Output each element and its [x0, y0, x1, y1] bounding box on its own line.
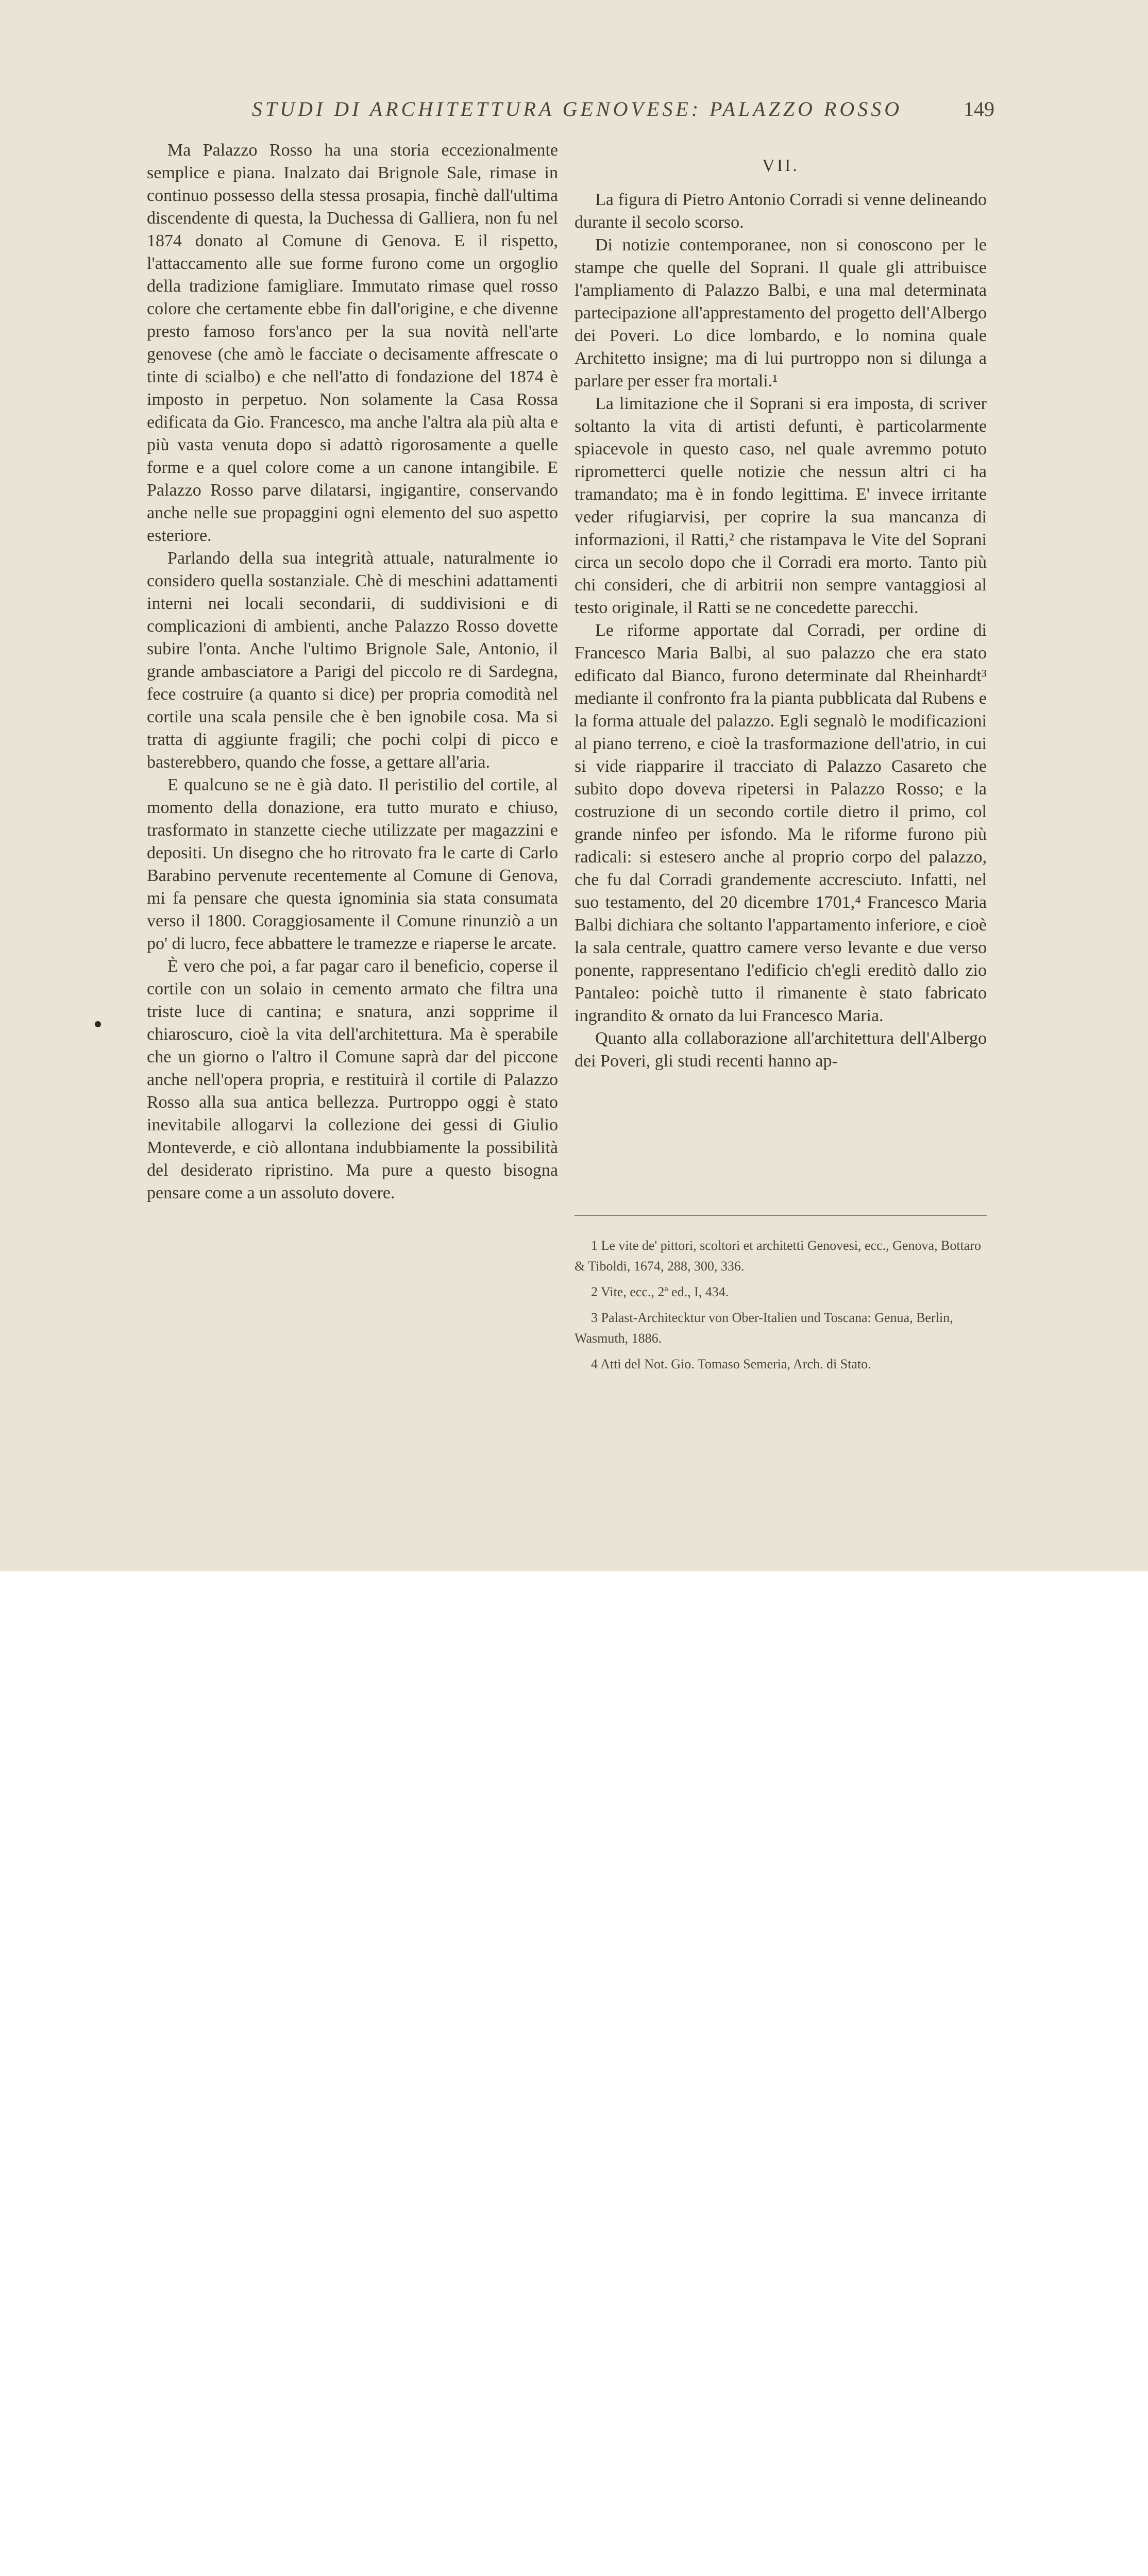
- paragraph: E qualcuno se ne è già dato. Il peristilio del cortile, al momento della donazione, era tutto murato e chiuso, trasformato in stanzette cieche utilizzate per magazzini e depositi. Un disegno che ho ritrovato fra le carte di Carlo Barabino pervenute recentemente al Comune di Genova, mi fa pensare che questa ignominia sia stata consumata verso il 1800. Coraggiosamente il Comune rinunziò a un po' di lucro, fece abbattere le tramezze e riaperse le arcate.: [147, 775, 558, 953]
- footnote: 3 Palast-Architecktur von Ober-Italien und Toscana: Genua, Berlin, Wasmuth, 1886.: [575, 1310, 953, 1346]
- margin-mark: [95, 1021, 101, 1027]
- footnote: 2 Vite, ecc., 2ª ed., I, 434.: [591, 1284, 729, 1299]
- section-numeral: VII.: [762, 156, 799, 175]
- paragraph: La figura di Pietro Antonio Corradi si venne delineando durante il secolo scorso.: [575, 190, 987, 232]
- footnote-divider: [575, 1215, 987, 1216]
- footnote: 1 Le vite de' pittori, scoltori et architetti Genovesi, ecc., Genova, Bottaro & Tiboldi, 1674, 288, 300, 336.: [575, 1238, 981, 1274]
- right-column: [575, 139, 987, 1073]
- footnote: 4 Atti del Not. Gio. Tomaso Semeria, Arch. di Stato.: [591, 1357, 871, 1371]
- paragraph: È vero che poi, a far pagar caro il beneficio, coperse il cortile con un solaio in cemento armato che filtra una triste luce di cantina; e snatura, anzi sopprime il chiaroscuro, cioè la vita dell'architettura. Ma è sperabile che un giorno o l'altro il Comune saprà dar del piccone anche nell'opera propria, e restituirà il cortile di Palazzo Rosso alla sua antica bellezza. Purtroppo oggi è stato inevitabile allogarvi la collezione dei gessi di Giulio Monteverde, e ciò allontana indubbiamente la possibilità del desiderato ripristino. Ma pure a questo bisogna pensare come a un assoluto dovere.: [147, 957, 558, 1202]
- running-title: STUDI DI ARCHITETTURA GENOVESE: PALAZZO ROSSO: [251, 97, 903, 121]
- page-number: 149: [964, 97, 994, 121]
- paragraph: Quanto alla collaborazione all'architettura dell'Albergo dei Poveri, gli studi recenti hanno ap-: [575, 1029, 987, 1071]
- paragraph: La limitazione che il Soprani si era imposta, di scriver soltanto la vita di artisti defunti, è particolarmente spiacevole in questo caso, nel quale avremmo potuto riprometterci quelle notizie che nessun altri ci ha tramandato; ma è in fondo legittima. E' invece irritante veder rifugiarvisi, per coprire la sua mancanza di informazioni, il Ratti,² che ristampava le Vite del Soprani circa un secolo dopo che il Corradi era morto. Tanto più chi consideri, che di arbitrii non sempre vantaggiosi al testo originale, il Ratti se ne concedette parecchi.: [575, 394, 987, 617]
- footnotes: [575, 1235, 987, 1380]
- paragraph: Ma Palazzo Rosso ha una storia eccezionalmente semplice e piana. Inalzato dai Brignole Sale, rimase in continuo possesso della stessa prosapia, finchè dall'ultima discendente di questa, la Duchessa di Galliera, non fu nel 1874 donato al Comune di Genova. E il rispetto, l'attaccamento alle sue forme furono come un orgoglio della tradizione famigliare. Immutato rimase quel rosso colore che certamente ebbe fin dall'origine, e che divenne presto famoso fors'anco per la sua novità nell'arte genovese (che amò le facciate o decisamente affrescate o tinte di scialbo) e che nell'atto di fondazione del 1874 è imposto in perpetuo. Non solamente la Casa Rossa edificata da Gio. Francesco, ma anche l'altra ala più alta e più vasta venuta dopo si adattò rigorosamente a quelle forme e a quel colore come a un canone intangibile. E Palazzo Rosso parve dilatarsi, ingigantire, conservando anche nelle sue propaggini ogni elemento del suo aspetto esteriore.: [147, 141, 558, 545]
- paragraph: Di notizie contemporanee, non si conoscono per le stampe che quelle del Soprani. Il quale gli attribuisce l'ampliamento di Palazzo Balbi, e una mal determinata partecipazione all'apprestamento del progetto dell'Albergo dei Poveri. Lo dice lombardo, e lo nomina quale Architetto insigne; ma di lui purtroppo non si dilunga a parlare per esser fra mortali.¹: [575, 235, 987, 391]
- left-column: [147, 139, 558, 1205]
- viewer-footer: [0, 1571, 1148, 1717]
- paragraph: Parlando della sua integrità attuale, naturalmente io considero quella sostanziale. Chè di meschini adattamenti interni nei locali secondarii, di suddivisioni e di complicazioni di ambienti, anche Palazzo Rosso dovette subire l'onta. Anche l'ultimo Brignole Sale, Antonio, il grande ambasciatore a Parigi del piccolo re di Sardegna, fece costruire (a quanto si dice) per propria comodità nel cortile una scala pensile che è ben ignobile cosa. Ma si tratta di aggiunte fragili; che pochi colpi di picco e basterebbero, quando che fosse, a gettare all'aria.: [147, 549, 558, 772]
- paragraph: Le riforme apportate dal Corradi, per ordine di Francesco Maria Balbi, al suo palazzo che era stato edificato dal Bianco, furono determinate dal Rheinhardt³ mediante il confronto fra la pianta pubblicata dal Rubens e la forma attuale del palazzo. Egli segnalò le modificazioni al piano terreno, e cioè la trasformazione dell'atrio, in cui si vide riapparire il tracciato di Palazzo Casareto che subito dopo doveva ripetersi in Palazzo Rosso; e la costruzione di un secondo cortile dietro il primo, col grande ninfeo per isfondo. Ma le riforme furono più radicali: si estesero anche al proprio corpo del palazzo, che fu dal Corradi grandemente accresciuto. Infatti, nel suo testamento, del 20 dicembre 1701,⁴ Francesco Maria Balbi dichiara che soltanto l'appartamento inferiore, e cioè la sala centrale, quattro camere verso levante e due verso ponente, rappresentano l'edificio ch'egli ereditò dallo zio Pantaleo: poichè tutto il rimanente è stato fabricato ingrandito & ornato da lui Francesco Maria.: [575, 621, 987, 1025]
